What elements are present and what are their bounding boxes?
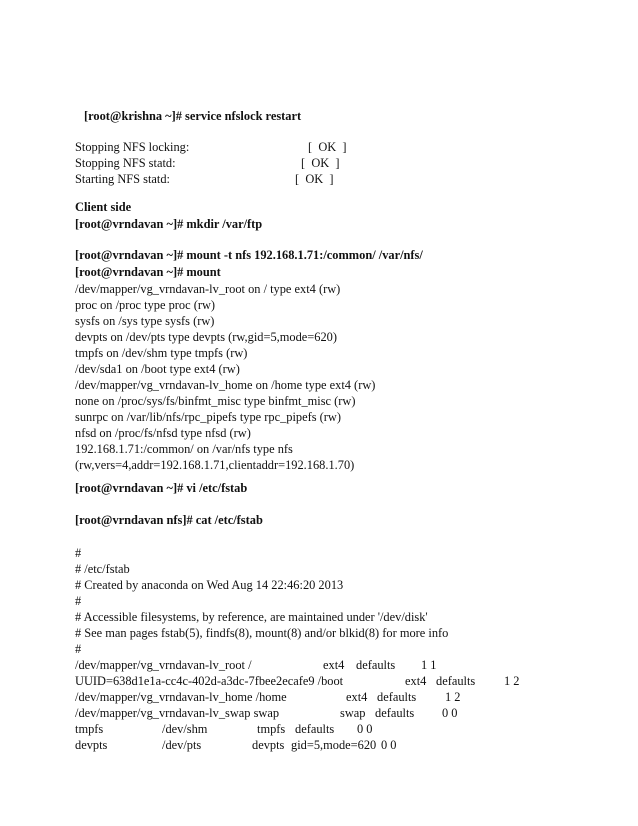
output-line: devpts on /dev/pts type devpts (rw,gid=5,mode=620) bbox=[75, 330, 337, 344]
fstab-device: tmpfs bbox=[75, 722, 104, 736]
client-side-heading: Client side bbox=[75, 200, 132, 214]
fstab-dump-pass: 0 0 bbox=[357, 722, 373, 736]
status-ok: [ OK ] bbox=[301, 156, 340, 170]
fstab-type: devpts bbox=[252, 738, 285, 752]
fstab-dump-pass: 1 1 bbox=[421, 658, 437, 672]
fstab-device: /dev/mapper/vg_vrndavan-lv_home /home bbox=[75, 690, 287, 704]
output-line: none on /proc/sys/fs/binfmt_misc type binfmt_misc (rw) bbox=[75, 394, 356, 408]
comment-line: # Created by anaconda on Wed Aug 14 22:46:20 2013 bbox=[75, 578, 344, 592]
mount-command: [root@vrndavan ~]# mount bbox=[75, 265, 221, 279]
status-ok: [ OK ] bbox=[295, 172, 334, 186]
output-line: nfsd on /proc/fs/nfsd type nfsd (rw) bbox=[75, 426, 251, 440]
fstab-mount-point: /dev/shm bbox=[162, 722, 208, 736]
fstab-type: ext4 bbox=[323, 658, 345, 672]
fstab-dump-pass: 1 2 bbox=[445, 690, 461, 704]
fstab-options: gid=5,mode=620 bbox=[291, 738, 377, 752]
fstab-device: devpts bbox=[75, 738, 108, 752]
mkdir-command: [root@vrndavan ~]# mkdir /var/ftp bbox=[75, 217, 263, 231]
output-line: /dev/sda1 on /boot type ext4 (rw) bbox=[75, 362, 240, 376]
output-line: 192.168.1.71:/common/ on /var/nfs type nfs bbox=[75, 442, 293, 456]
fstab-device: /dev/mapper/vg_vrndavan-lv_swap swap bbox=[75, 706, 280, 720]
fstab-dump-pass: 0 0 bbox=[381, 738, 397, 752]
output-line: /dev/mapper/vg_vrndavan-lv_root on / type ext4 (rw) bbox=[75, 282, 341, 296]
comment-line: # /etc/fstab bbox=[75, 562, 130, 576]
fstab-dump-pass: 0 0 bbox=[442, 706, 458, 720]
status-label: Stopping NFS statd: bbox=[75, 156, 176, 170]
status-label: Starting NFS statd: bbox=[75, 172, 171, 186]
fstab-device: UUID=638d1e1a-cc4c-402d-a3dc-7fbee2ecafe9 /boot bbox=[75, 674, 344, 688]
fstab-device: /dev/mapper/vg_vrndavan-lv_root / bbox=[75, 658, 252, 672]
comment-line: # bbox=[75, 642, 82, 656]
output-line: sysfs on /sys type sysfs (rw) bbox=[75, 314, 215, 328]
status-ok: [ OK ] bbox=[308, 140, 347, 154]
output-line: (rw,vers=4,addr=192.168.1.71,clientaddr=192.168.1.70) bbox=[75, 458, 355, 472]
status-label: Stopping NFS locking: bbox=[75, 140, 190, 154]
restart-command: [root@krishna ~]# service nfslock restart bbox=[84, 109, 302, 123]
vi-command: [root@vrndavan ~]# vi /etc/fstab bbox=[75, 481, 248, 495]
fstab-options: defaults bbox=[356, 658, 396, 672]
comment-line: # bbox=[75, 594, 82, 608]
fstab-type: swap bbox=[340, 706, 366, 720]
fstab-options: defaults bbox=[295, 722, 335, 736]
comment-line: # See man pages fstab(5), findfs(8), mount(8) and/or blkid(8) for more info bbox=[75, 626, 449, 640]
output-line: /dev/mapper/vg_vrndavan-lv_home on /home type ext4 (rw) bbox=[75, 378, 376, 392]
fstab-type: ext4 bbox=[405, 674, 427, 688]
fstab-options: defaults bbox=[377, 690, 417, 704]
fstab-options: defaults bbox=[375, 706, 415, 720]
output-line: sunrpc on /var/lib/nfs/rpc_pipefs type rpc_pipefs (rw) bbox=[75, 410, 341, 424]
output-line: tmpfs on /dev/shm type tmpfs (rw) bbox=[75, 346, 248, 360]
comment-line: # Accessible filesystems, by reference, are maintained under '/dev/disk' bbox=[75, 610, 428, 624]
cat-command: [root@vrndavan nfs]# cat /etc/fstab bbox=[75, 513, 263, 527]
mount-nfs-command: [root@vrndavan ~]# mount -t nfs 192.168.1.71:/common/ /var/nfs/ bbox=[75, 248, 423, 262]
fstab-options: defaults bbox=[436, 674, 476, 688]
fstab-dump-pass: 1 2 bbox=[504, 674, 520, 688]
fstab-mount-point: /dev/pts bbox=[162, 738, 202, 752]
fstab-type: tmpfs bbox=[257, 722, 286, 736]
fstab-type: ext4 bbox=[346, 690, 368, 704]
output-line: proc on /proc type proc (rw) bbox=[75, 298, 216, 312]
comment-line: # bbox=[75, 546, 82, 560]
